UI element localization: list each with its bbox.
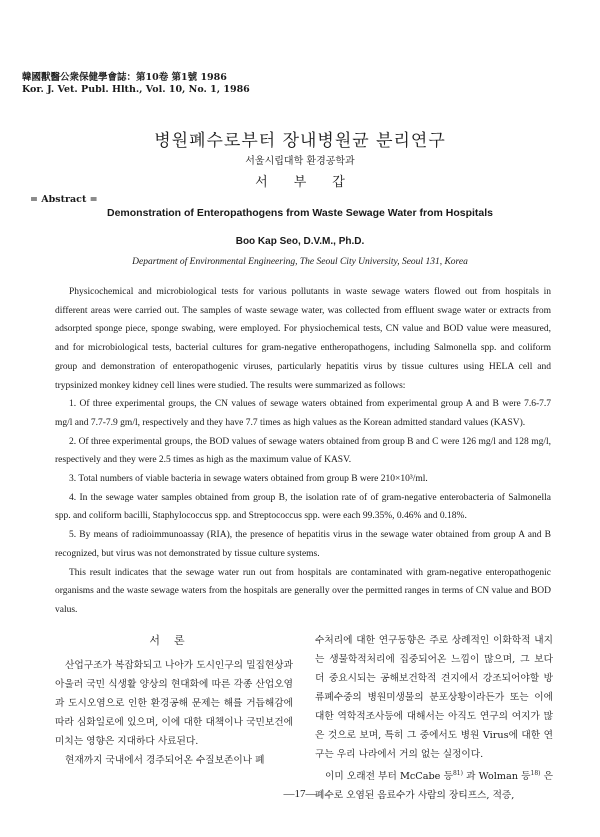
right-paragraph-2-end: 은 폐수로 오염된 음료수가 사람의 장티프스, 적증,	[315, 771, 554, 802]
english-title: Demonstration of Enteropathogens from Waste Sewage Water from Hospitals	[106, 207, 494, 219]
abstract-body	[55, 283, 551, 620]
right-paragraph-1: 수처리에 대한 연구동향은 주로 상례적인 이화학적 내지는 생물학적처리에 집중되어온 느낌이 많으며, 그 보다 더 중요시되는 공해보건학적 견지에서 강조되어야할 방류폐수중의 병원미생물의 분포상황이라든가 또는 이에 대한 역학적조사등에 대해서는 아직도 연구의 여지가 많은 것으로 보며, 특히 그 중에서도 병원 Virus에 대한 연구는 우리 나라에서 거의 없는 실정이다.	[315, 635, 553, 760]
abstract-item-5: 5. By means of radioimmunoassay (RIA), the presence of hepatitis virus in the sewage water obtained from group A and B recognized, but virus was not demonstrated by tissue culture systems.	[55, 530, 551, 559]
right-paragraph-2-middle: 과 Wolman 등	[462, 771, 531, 783]
abstract-item-1: 1. Of three experimental groups, the CN values of sewage waters obtained from experimental group A and B were 7.6-7.7 mg/l and 7.7-7.9 gm/l, respectively and they have 7.7 times as high values as the Korean admitted standard values (KASV).	[55, 399, 551, 428]
introduction-heading: 서론	[149, 634, 199, 647]
body-right-column	[315, 631, 553, 805]
left-paragraph-1: 산업구조가 복잡화되고 나아가 도시인구의 밀집현상과 아울러 국민 식생활 양상의 현대화에 따른 각종 산업오염과 도시오염으로 인한 환경공해 문제는 해를 거듭해감에 따라 심화일로에 있으며, 이에 대한 대책이나 국민보건에 미치는 영향은 지대하다 사료된다.	[55, 660, 293, 747]
abstract-label: = Abstract =	[30, 194, 98, 205]
abstract-item-3: 3. Total numbers of viable bacteria in sewage waters obtained from group B were 210×10³/ml.	[69, 474, 428, 485]
english-affiliation: Department of Environmental Engineering, The Seoul City University, Seoul 131, Korea	[132, 257, 468, 267]
abstract-intro: Physicochemical and microbiological tests for various pollutants in waste sewage waters flowed out from hospitals in different areas were carried out. The samples of waste sewage water, was collected from effluent swage water or extracts from adsorpted sponge piece, sponge swabing, were employed. For physiochemical tests, CN value and BOD value were measured, and for microbiological tests, bacterial cultures for gram-negative entheropathogens, including Salmonella spp. and coliform group and demonstration of enteropathogenic viruses, particularly hepatitis virus by tissue cultures using HELA cell and trypsinized monkey kidney cell lines were studied. The results were summarized as follows:	[55, 287, 551, 391]
korean-affiliation: 서울시립대학 환경공학과	[245, 156, 355, 167]
reference-mark-mccabe: 81)	[452, 770, 463, 777]
abstract-conclusion: This result indicates that the sewage water run out from hospitals are contaminated with gram-negative enteropathogenic organisms and the waste sewage waters from the hospitals are generally over the permitted ranges in terms of CN value and BOD valus.	[55, 567, 551, 615]
english-author: Boo Kap Seo, D.V.M., Ph.D.	[235, 236, 365, 247]
journal-citation-english: Kor. J. Vet. Publ. Hlth., Vol. 10, No. 1, 1986	[22, 84, 250, 95]
right-paragraph-2-start: 이미 오래전 부터 McCabe 등	[325, 771, 453, 783]
left-paragraph-2: 현재까지 국내에서 경주되어온 수질보존이나 폐	[65, 755, 265, 766]
page-number: —17—	[283, 788, 317, 800]
journal-header	[22, 72, 250, 96]
korean-title: 병원폐수로부터 장내병원균 분리연구	[154, 131, 446, 151]
journal-citation-korean: 韓國獸醫公衆保健學會誌：第10卷 第1號 1986	[22, 72, 227, 83]
reference-mark-wolman: 18)	[530, 770, 541, 777]
abstract-item-4: 4. In the sewage water samples obtained from group B, the isolation rate of of gram-negative enterobacteria of Salmonella spp. and coliform bacilli, Staphylococcus spp. and Streptococcus spp. were each 99.35%, 0.46% and 0.18%.	[55, 492, 551, 522]
body-left-column	[55, 631, 293, 770]
abstract-item-2: 2. Of three experimental groups, the BOD values of sewage waters obtained from group B and C were 126 mg/l and 128 mg/l, respectively and they were 2.5 times as high as the maximum value of KASV.	[55, 436, 551, 466]
korean-author: 서부갑	[255, 175, 371, 190]
